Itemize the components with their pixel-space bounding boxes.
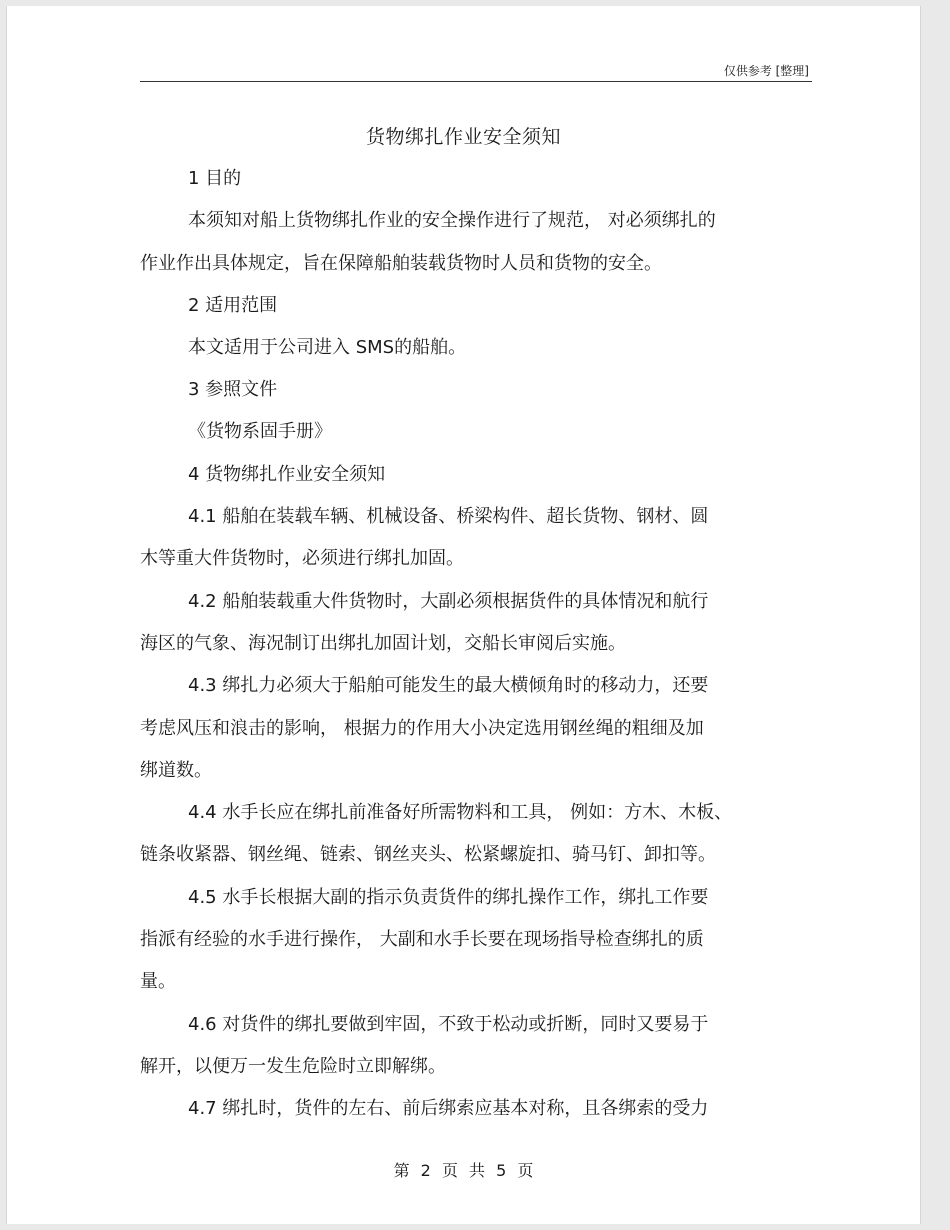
paragraph-line: 木等重大件货物时，必须进行绑扎加固。	[140, 548, 464, 569]
paragraph-line: 链条收紧器、钢丝绳、链索、钢丝夹头、松紧螺旋扣、骑马钉、卸扣等。	[140, 844, 716, 865]
page-number: 第 2 页 共 5 页	[393, 1161, 534, 1180]
paragraph-line: 本文适用于公司进入 SMS的船舶。	[188, 337, 467, 358]
section-heading: 3 参照文件	[188, 379, 278, 400]
paragraph-line: 4.1 船舶在装载车辆、机械设备、桥梁构件、超长货物、钢材、圆	[188, 506, 709, 527]
reference-document: 《货物系固手册》	[188, 421, 332, 442]
paragraph-line: 本须知对船上货物绑扎作业的安全操作进行了规范， 对必须绑扎的	[188, 210, 716, 231]
paragraph-line: 海区的气象、海况制订出绑扎加固计划，交船长审阅后实施。	[140, 633, 626, 654]
paragraph-line: 4.3 绑扎力必须大于船舶可能发生的最大横倾角时的移动力，还要	[188, 675, 709, 696]
paragraph-line: 4.4 水手长应在绑扎前准备好所需物料和工具， 例如：方木、木板、	[188, 802, 733, 823]
header-note: 仅供参考 [整理]	[723, 64, 809, 78]
paragraph-line: 解开，以便万一发生危险时立即解绑。	[140, 1056, 446, 1077]
paragraph-line: 4.6 对货件的绑扎要做到牢固，不致于松动或折断，同时又要易于	[188, 1014, 709, 1035]
document-title: 货物绑扎作业安全须知	[365, 126, 561, 148]
paragraph-line: 绑道数。	[140, 760, 212, 781]
paragraph-line: 考虑风压和浪击的影响， 根据力的作用大小决定选用钢丝绳的粗细及加	[140, 718, 704, 739]
section-heading: 4 货物绑扎作业安全须知	[188, 464, 386, 485]
paragraph-line: 指派有经验的水手进行操作， 大副和水手长要在现场指导检查绑扎的质	[140, 929, 704, 950]
section-heading: 1 目的	[188, 168, 242, 189]
document-page	[6, 6, 921, 1224]
header-divider	[140, 81, 812, 82]
paragraph-line: 作业作出具体规定，旨在保障船舶装载货物时人员和货物的安全。	[140, 253, 662, 274]
paragraph-line: 4.5 水手长根据大副的指示负责货件的绑扎操作工作，绑扎工作要	[188, 887, 709, 908]
paragraph-line: 4.7 绑扎时，货件的左右、前后绑索应基本对称，且各绑索的受力	[188, 1098, 709, 1119]
paragraph-line: 量。	[140, 971, 176, 992]
paragraph-line: 4.2 船舶装载重大件货物时，大副必须根据货件的具体情况和航行	[188, 591, 709, 612]
section-heading: 2 适用范围	[188, 295, 278, 316]
